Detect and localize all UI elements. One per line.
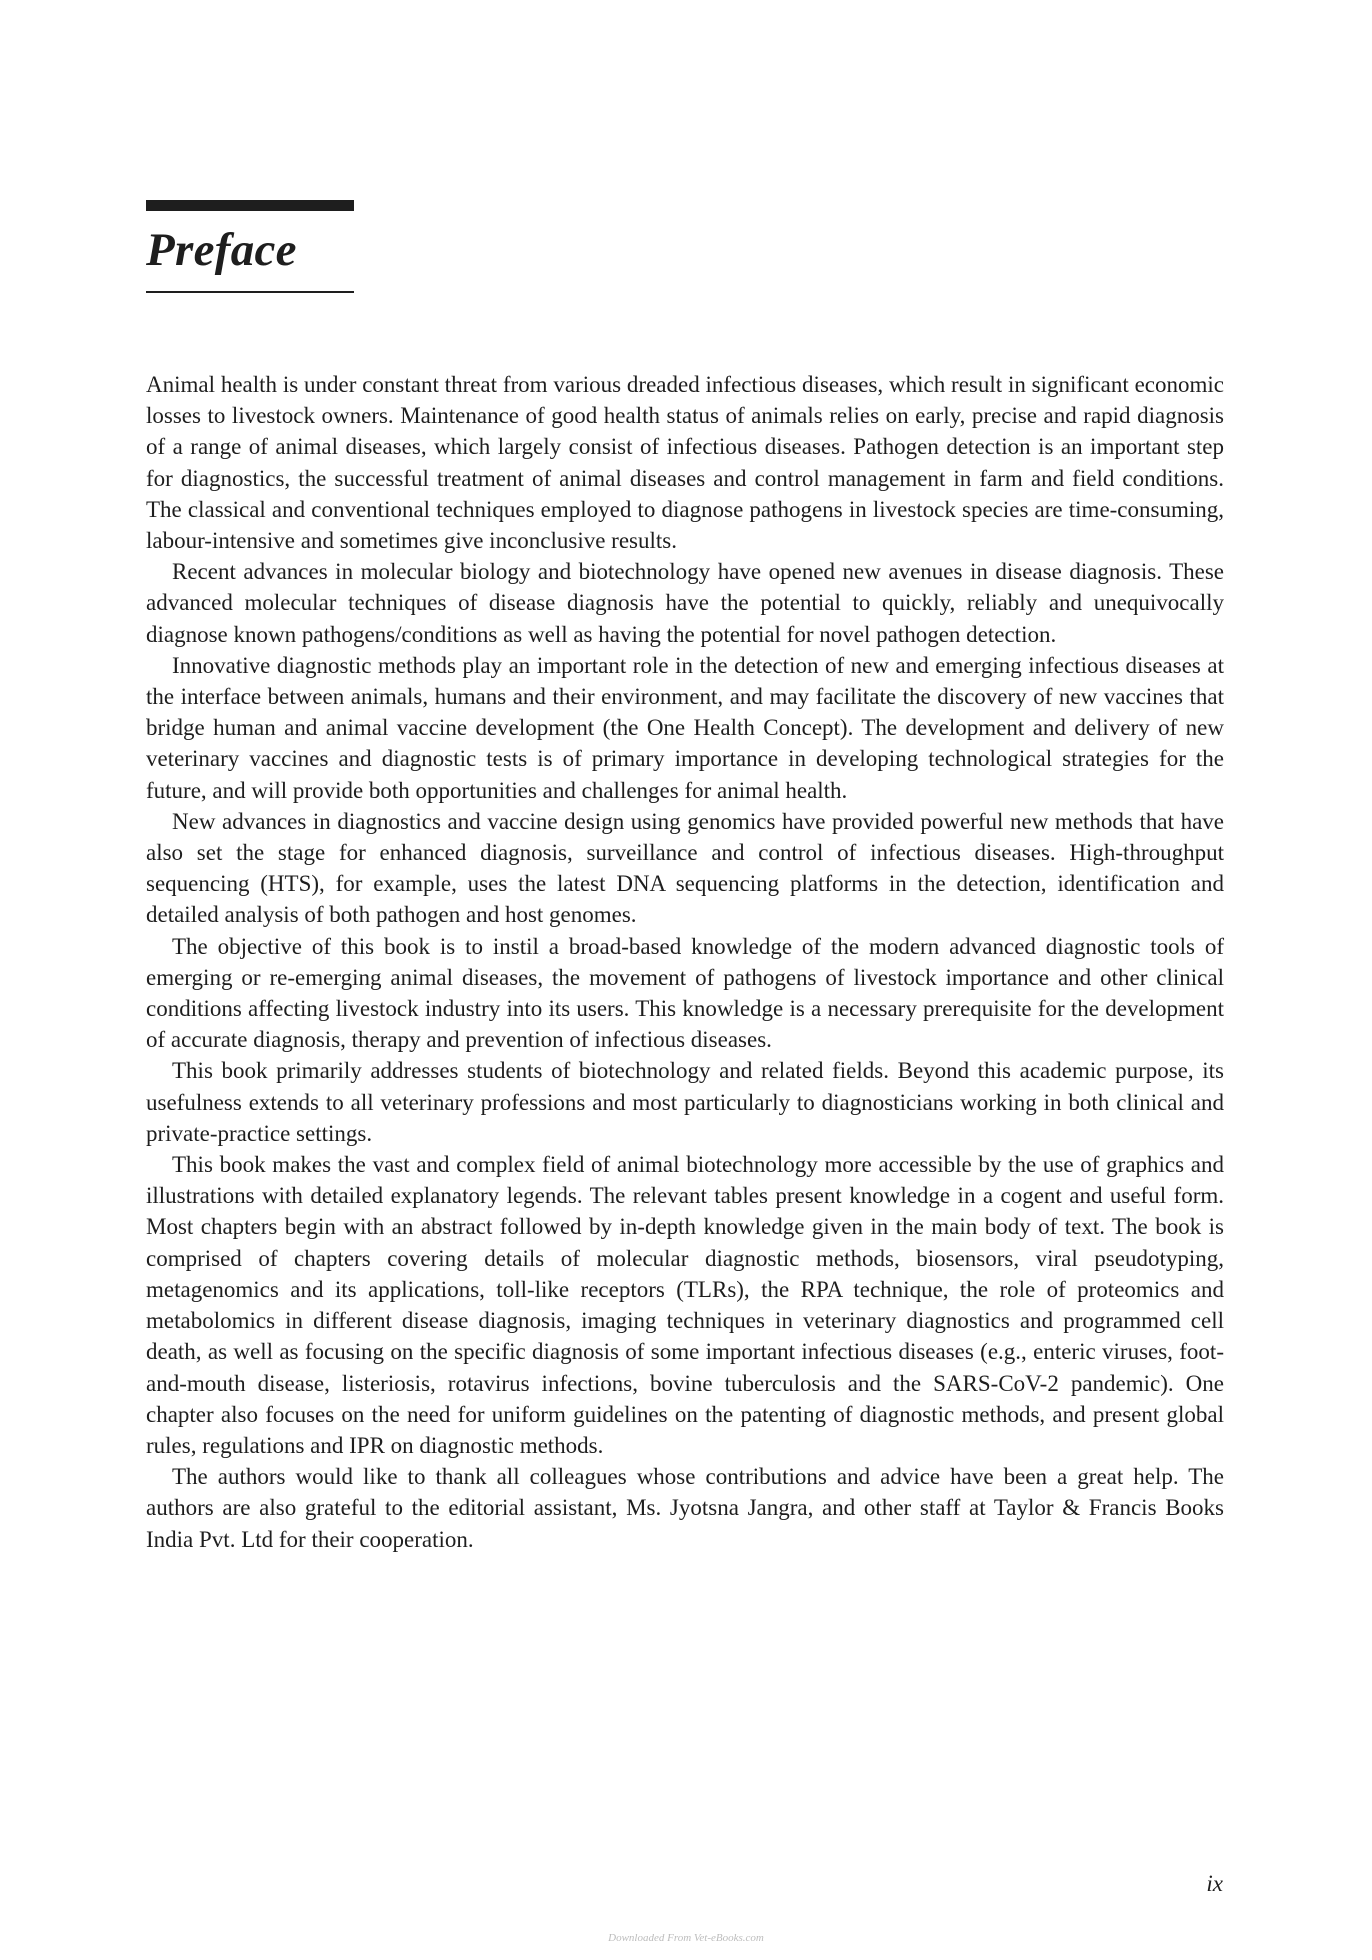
paragraph: The objective of this book is to instil a broad-based knowledge of the modern advanced diagnostic tools of emerging or re-emerging animal diseases, the movement of pathogens of livestock importance and other clinical conditions affecting livestock industry into its users. This knowledge is a necessary prerequisite for the development of accurate diagnosis, therapy and prevention of infectious diseases.: [146, 933, 1224, 1053]
paragraph: New advances in diagnostics and vaccine design using genomics have provided powerful new methods that have also set the stage for enhanced diagnosis, surveillance and control of infectious diseases. High-throughput sequencing (HTS), for example, uses the latest DNA sequencing platforms in the detection, identification and detailed analysis of both pathogen and host genomes.: [146, 808, 1224, 928]
paragraph: This book makes the vast and complex field of animal biotechnology more accessible by the use of graphics and illustrations with detailed explanatory legends. The relevant tables present knowledge in a cogent and useful form. Most chapters begin with an abstract followed by in-depth knowledge given in the main body of text. The book is comprised of chapters covering details of molecular diagnostic methods, biosensors, viral pseudotyping, metagenomics and its applications, toll-like receptors (TLRs), the RPA technique, the role of proteomics and metabolomics in different disease diagnosis, imaging techniques in veterinary diagnostics and programmed cell death, as well as focusing on the specific diagnosis of some important infectious diseases (e.g., enteric viruses, foot-and-mouth disease, listeriosis, rotavirus infections, bovine tuberculosis and the SARS-CoV-2 pandemic). One chapter also focuses on the need for uniform guidelines on the patenting of diagnostic methods, and present global rules, regulations and IPR on diagnostic methods.: [146, 1152, 1224, 1458]
page-number: ix: [1206, 1871, 1223, 1896]
paragraph: Animal health is under constant threat from various dreaded infectious diseases, which result in significant economic losses to livestock owners. Maintenance of good health status of animals relies on early, precise and rapid diagnosis of a range of animal diseases, which largely consist of infectious diseases. Pathogen detection is an important step for diagnostics, the successful treatment of animal diseases and control management in farm and field conditions. The classical and conventional techniques employed to diagnose pathogens in livestock species are time-consuming, labour-intensive and sometimes give inconclusive results.: [146, 372, 1224, 554]
heading-bottom-rule: [146, 291, 354, 293]
paragraph: Recent advances in molecular biology and biotechnology have opened new avenues in disease diagnosis. These advanced molecular techniques of disease diagnosis have the potential to quickly, reliably and unequivocally diagnose known pathogens/conditions as well as having the potential for novel pathogen detection.: [146, 559, 1224, 647]
heading-top-rule: [146, 200, 354, 211]
chapter-heading: [146, 200, 354, 293]
paragraph: This book primarily addresses students of biotechnology and related fields. Beyond this academic purpose, its usefulness extends to all veterinary professions and most particularly to diagnosticians working in both clinical and private-practice settings.: [146, 1058, 1224, 1146]
preface-body: [146, 369, 1224, 1555]
page-title: Preface: [146, 224, 297, 276]
paragraph: Innovative diagnostic methods play an important role in the detection of new and emerging infectious diseases at the interface between animals, humans and their environment, and may facilitate the discovery of new vaccines that bridge human and animal vaccine development (the One Health Concept). The development and delivery of new veterinary vaccines and diagnostic tests is of primary importance in developing technological strategies for the future, and will provide both opportunities and challenges for animal health.: [146, 652, 1224, 803]
download-watermark: Downloaded From Vet-eBooks.com: [608, 1932, 764, 1944]
paragraph: The authors would like to thank all colleagues whose contributions and advice have been a great help. The authors are also grateful to the editorial assistant, Ms. Jyotsna Jangra, and other staff at Taylor & Francis Books India Pvt. Ltd for their cooperation.: [146, 1464, 1224, 1552]
